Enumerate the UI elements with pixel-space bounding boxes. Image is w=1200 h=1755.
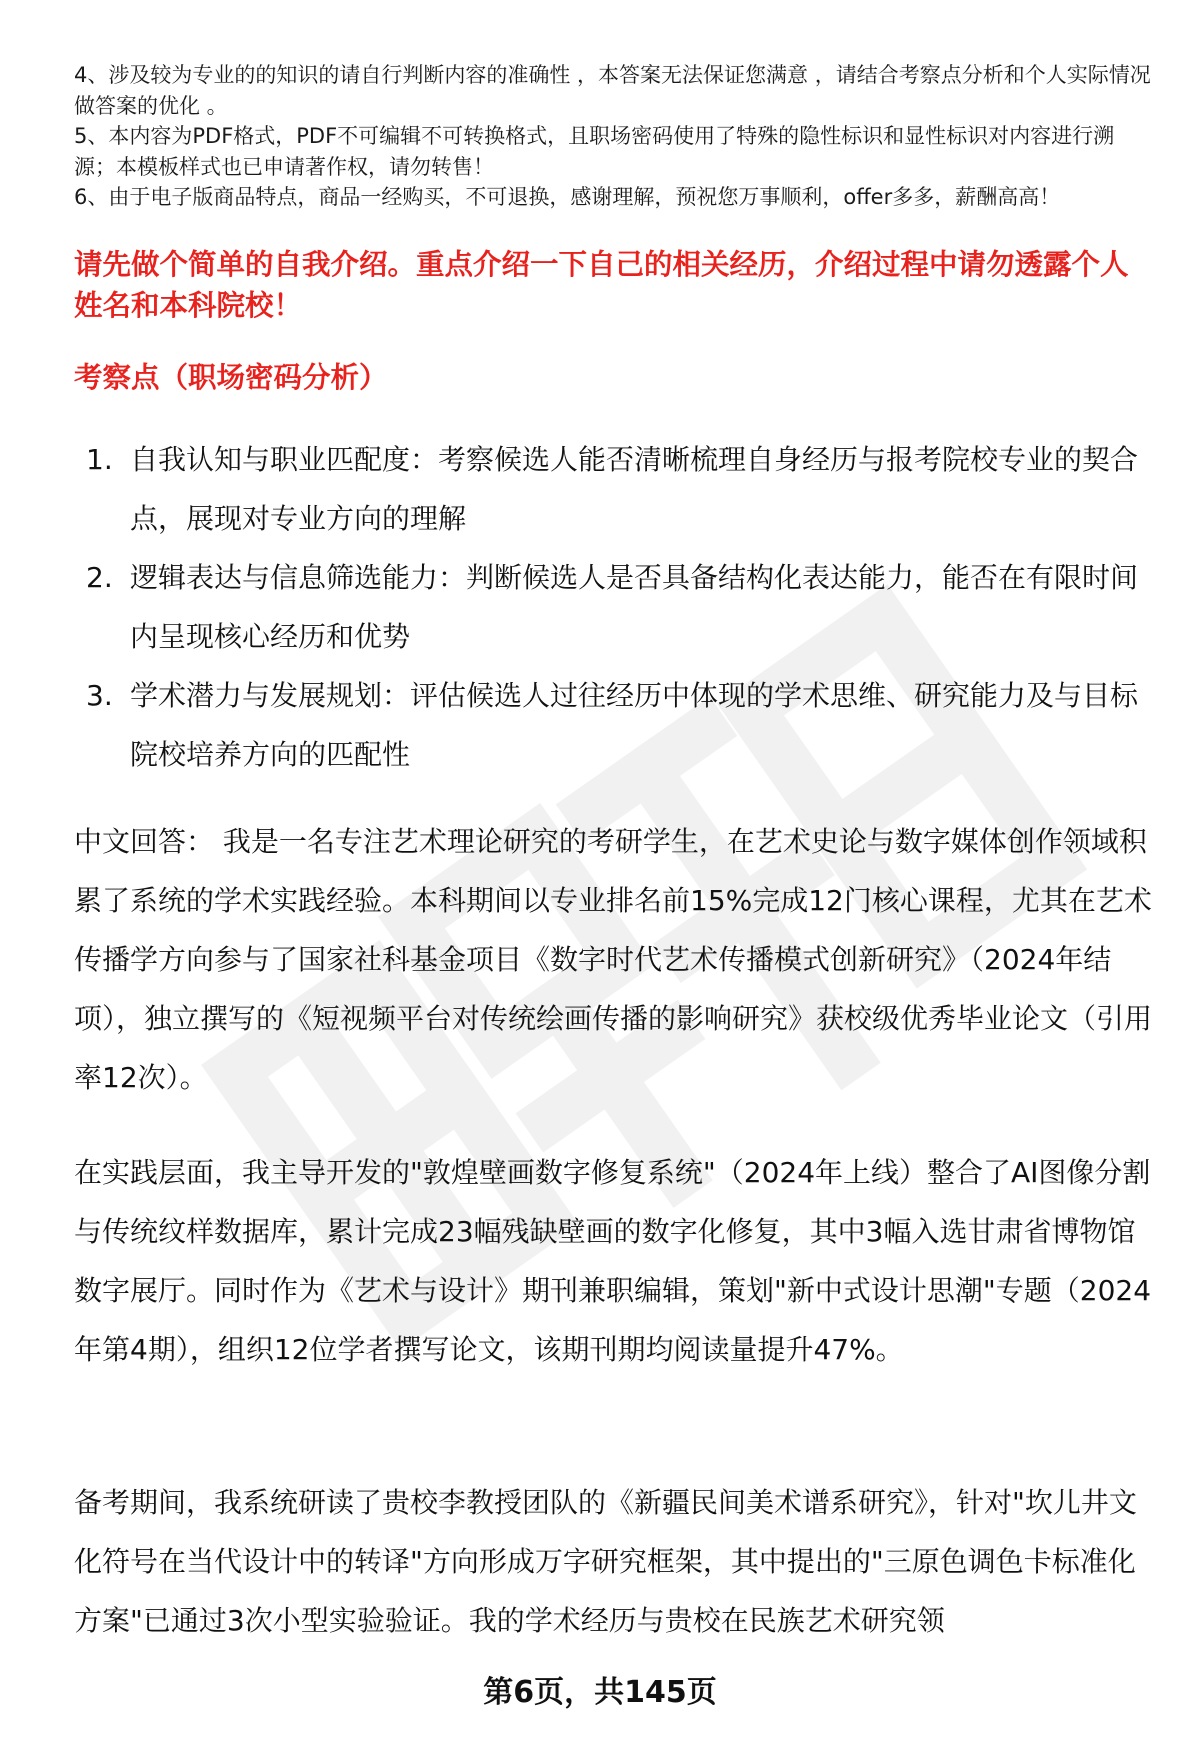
list-number: 1. [86, 443, 113, 476]
list-item [74, 548, 1154, 666]
section-title: 考察点（职场密码分析） [74, 361, 388, 394]
list-number: 2. [86, 561, 113, 594]
list-item [74, 430, 1154, 548]
notice-item: 5、本内容为PDF格式，PDF不可编辑不可转换格式，且职场密码使用了特殊的隐性标识和显性标识对内容进行溯源；本模板样式也已申请著作权，请勿转售！ [74, 124, 1115, 179]
list-text: 逻辑表达与信息筛选能力：判断候选人是否具备结构化表达能力，能否在有限时间内呈现核心经历和优势 [130, 561, 1139, 653]
answer-paragraph: 备考期间，我系统研读了贵校李教授团队的《新疆民间美术谱系研究》，针对"坎儿井文化符号在当代设计中的转译"方向形成万字研究框架，其中提出的"三原色调色卡标准化方案"已通过3次小型实验验证。我的学术经历与贵校在民族艺术研究领 [74, 1486, 1137, 1637]
list-number: 3. [86, 679, 113, 712]
answer-paragraph: 中文回答： 我是一名专注艺术理论研究的考研学生，在艺术史论与数字媒体创作领域积累了系统的学术实践经验。本科期间以专业排名前15%完成12门核心课程，尤其在艺术传播学方向参与了国家社科基金项目《数字时代艺术传播模式创新研究》（2024年结项），独立撰写的《短视频平台对传统绘画传播的影响研究》获校级优秀毕业论文（引用率12次）。 [74, 825, 1153, 1094]
list-text: 学术潜力与发展规划：评估候选人过往经历中体现的学术思维、研究能力及与目标院校培养方向的匹配性 [130, 679, 1139, 771]
notice-list [74, 60, 1154, 213]
answer-paragraph: 在实践层面，我主导开发的"敦煌壁画数字修复系统"（2024年上线）整合了AI图像分割与传统纹样数据库，累计完成23幅残缺壁画的数字化修复，其中3幅入选甘肃省博物馆数字展厅。同时作为《艺术与设计》期刊兼职编辑，策划"新中式设计思潮"专题（2024年第4期），组织12位学者撰写论文，该期刊期均阅读量提升47%。 [74, 1156, 1152, 1366]
question-heading: 请先做个简单的自我介绍。重点介绍一下自己的相关经历，介绍过程中请勿透露个人姓名和本科院校！ [74, 248, 1129, 322]
list-text: 自我认知与职业匹配度：考察候选人能否清晰梳理自身经历与报考院校专业的契合点，展现对专业方向的理解 [130, 443, 1139, 535]
page-number: 第6页，共145页 [483, 1675, 717, 1710]
list-item [74, 666, 1154, 784]
notice-item: 6、由于电子版商品特点，商品一经购买，不可退换，感谢理解，预祝您万事顺利，offer多多，薪酬高高！ [74, 185, 1061, 209]
assessment-points-list [74, 430, 1154, 784]
notice-item: 4、涉及较为专业的的知识的请自行判断内容的准确性 ，本答案无法保证您满意 ，请结合考察点分析和个人实际情况做答案的优化 。 [74, 63, 1151, 118]
